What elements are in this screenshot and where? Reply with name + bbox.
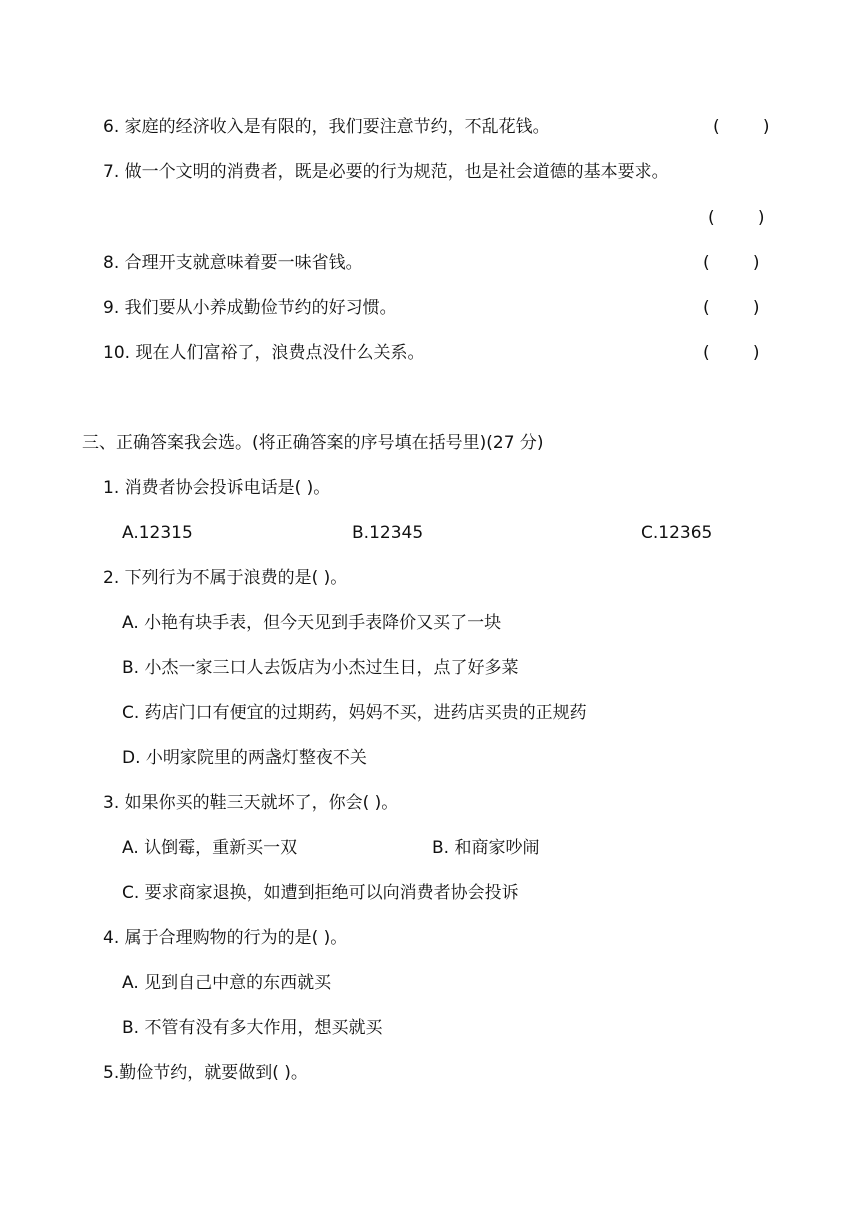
answer-blank-6[interactable]: ( ) (713, 117, 770, 137)
q2-option-c: C. 药店门口有便宜的过期药，妈妈不买，进药店买贵的正规药 (122, 703, 587, 723)
judgment-item-6: 6. 家庭的经济收入是有限的，我们要注意节约，不乱花钱。 (103, 117, 550, 137)
q2-option-d: D. 小明家院里的两盏灯整夜不关 (122, 748, 367, 768)
q2-option-a: A. 小艳有块手表，但今天见到手表降价又买了一块 (122, 613, 502, 633)
question-4-stem: 4. 属于合理购物的行为的是( )。 (103, 928, 348, 948)
answer-blank-7[interactable]: ( ) (708, 208, 765, 228)
judgment-item-8: 8. 合理开支就意味着要一味省钱。 (103, 253, 363, 273)
question-2-stem: 2. 下列行为不属于浪费的是( )。 (103, 568, 348, 588)
q1-option-b: B.12345 (352, 523, 424, 543)
question-5-stem: 5.勤俭节约，就要做到( )。 (103, 1063, 308, 1083)
q3-option-a: A. 认倒霉，重新买一双 (122, 838, 298, 858)
answer-blank-9[interactable]: ( ) (703, 298, 760, 318)
q1-option-a: A.12315 (122, 523, 193, 543)
section-heading: 三、正确答案我会选。(将正确答案的序号填在括号里)(27 分) (82, 433, 544, 453)
answer-blank-8[interactable]: ( ) (703, 253, 760, 273)
judgment-item-7: 7. 做一个文明的消费者，既是必要的行为规范，也是社会道德的基本要求。 (103, 162, 669, 182)
q1-option-c: C.12365 (641, 523, 713, 543)
judgment-item-10: 10. 现在人们富裕了，浪费点没什么关系。 (103, 343, 425, 363)
judgment-item-9: 9. 我们要从小养成勤俭节约的好习惯。 (103, 298, 397, 318)
q4-option-a: A. 见到自己中意的东西就买 (122, 973, 332, 993)
q3-option-b: B. 和商家吵闹 (432, 838, 540, 858)
q2-option-b: B. 小杰一家三口人去饭店为小杰过生日，点了好多菜 (122, 658, 519, 678)
q3-option-c: C. 要求商家退换，如遭到拒绝可以向消费者协会投诉 (122, 883, 519, 903)
question-1-stem: 1. 消费者协会投诉电话是( )。 (103, 478, 331, 498)
question-3-stem: 3. 如果你买的鞋三天就坏了，你会( )。 (103, 793, 399, 813)
q4-option-b: B. 不管有没有多大作用，想买就买 (122, 1018, 383, 1038)
answer-blank-10[interactable]: ( ) (703, 343, 760, 363)
